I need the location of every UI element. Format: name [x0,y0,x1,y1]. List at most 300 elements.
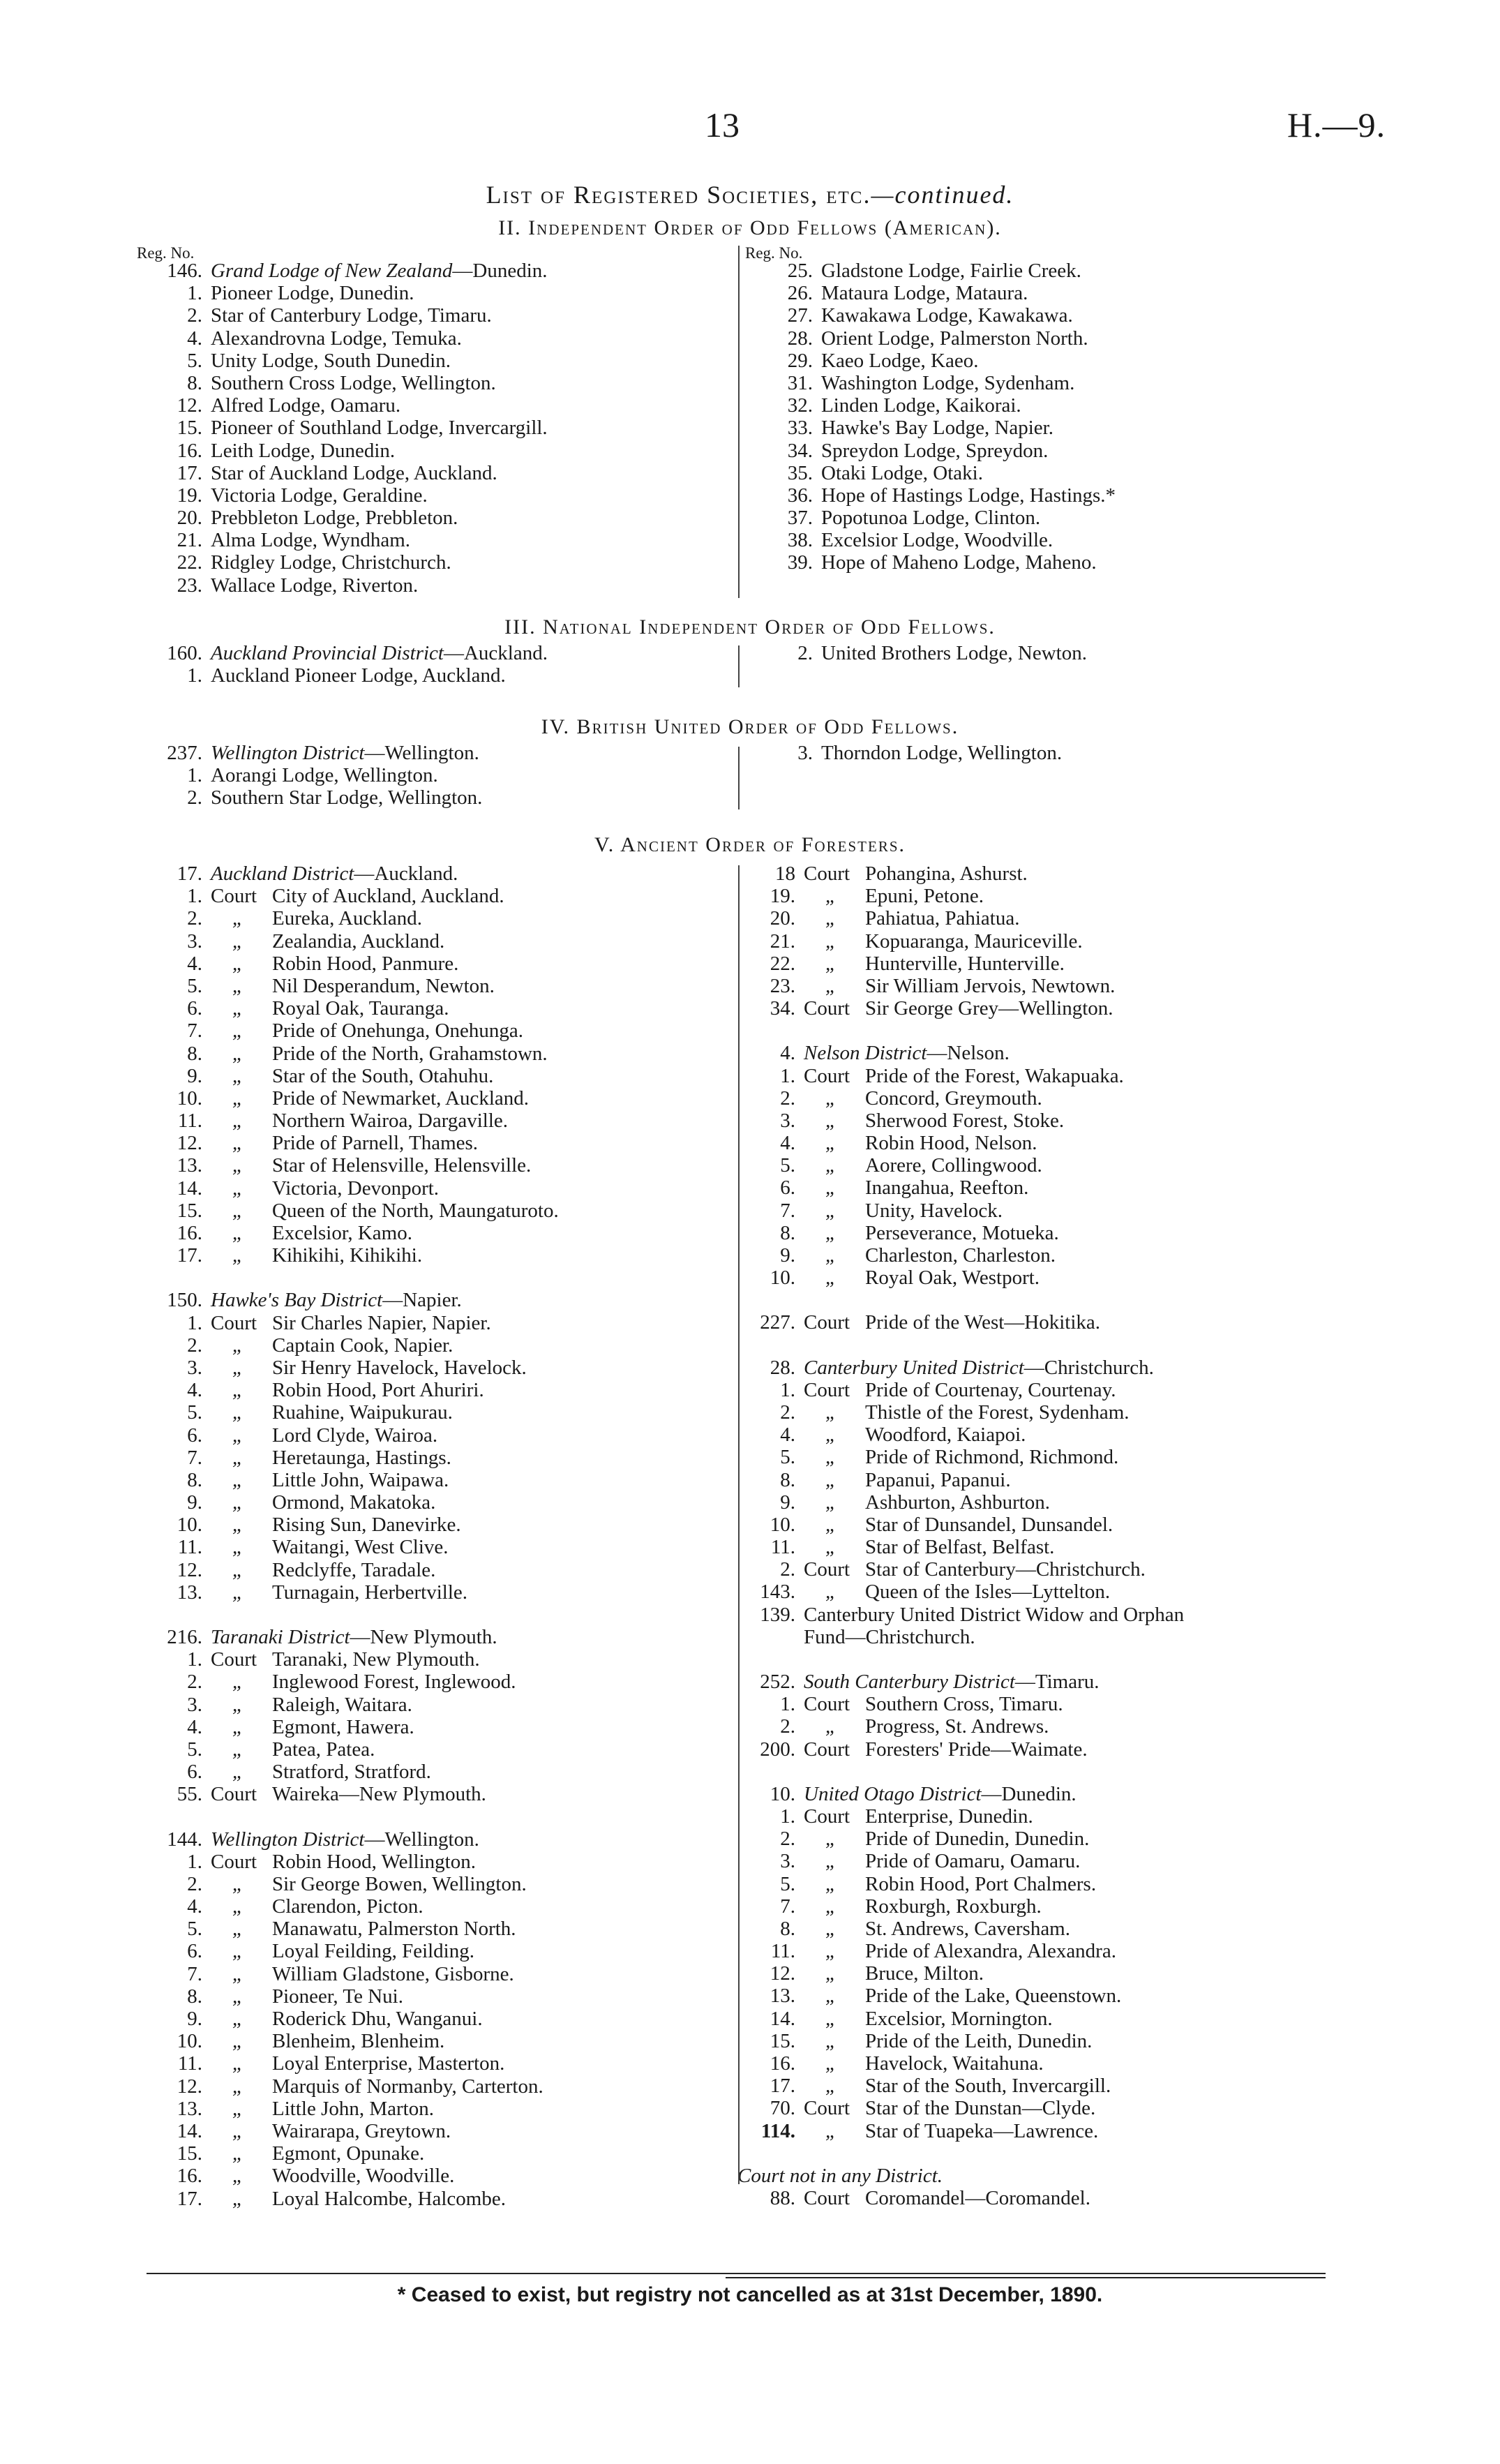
section-heading-ii: II. Independent Order of Odd Fellows (American). [498,216,1002,239]
reg-number: 5. [187,1738,202,1761]
column-divider [738,747,740,809]
ditto-mark: „ [232,1940,244,1963]
reg-number: 2. [780,1087,795,1110]
entry-text: Canterbury United District Widow and Orphan [804,1603,1185,1626]
title-continued: —continued. [871,181,1014,209]
entry-text: Hope of Maheno Lodge, Maheno. [821,551,1097,574]
entry-text: Royal Oak, Tauranga. [272,997,449,1020]
entry-spacer [729,1761,1184,1783]
reg-number: 9. [187,2008,202,2030]
entry-text: Leith Lodge, Dunedin. [211,439,396,462]
entry-row [747,529,1116,551]
entry-heading [729,1042,1184,1064]
reg-number: 39. [787,551,813,574]
ditto-mark: „ [232,2119,244,2142]
reg-number: 2. [187,304,202,327]
entry-row [729,1962,1184,1985]
district-name: Nelson District [804,1042,927,1065]
entry-row [729,2052,1184,2075]
entry-text: Star of the Dunstan—Clyde. [865,2097,1096,2120]
entry-row [136,664,548,687]
entry-text: Little John, Waipawa. [272,1468,449,1491]
reg-number: 227. [760,1311,795,1334]
reg-number: 16. [177,439,202,462]
entry-row [136,2188,559,2210]
district-location: —Dunedin. [981,1782,1077,1805]
reg-number: 23. [770,974,795,997]
reg-number: 9. [780,1491,795,1514]
entry-text: Pride of Richmond, Richmond. [865,1446,1119,1469]
reg-number: 55. [177,1783,202,1806]
ditto-mark: „ [232,1895,244,1918]
reg-number: 19. [177,484,202,507]
district-name: Grand Lodge of New Zealand [211,260,453,282]
entry-row [136,2008,559,2030]
ditto-mark: „ [232,929,244,953]
district-name: Court not in any District. [737,2164,943,2187]
entry-text: Heretaunga, Hastings. [272,1446,451,1469]
column-divider [738,645,740,687]
ditto-mark: „ [232,1468,244,1491]
entry-row [136,372,548,394]
ditto-mark: „ [232,1379,244,1402]
entry-row [747,327,1116,350]
entry-row [729,907,1184,929]
entry-text: Pride of the Lake, Queenstown. [865,1985,1122,2008]
entry-text: Sherwood Forest, Stoke. [865,1109,1065,1132]
entry-text: Coromandel—Coromandel. [865,2186,1090,2209]
entry-text: Ruahine, Waipukurau. [272,1401,453,1424]
district-name: Wellington District [211,1828,365,1851]
entry-text: Robin Hood, Nelson. [865,1132,1037,1155]
entry-row [136,1963,559,1985]
entry-row [136,1895,559,1918]
entry-text: Star of Canterbury Lodge, Timaru. [211,304,492,327]
entry-text: Spreydon Lodge, Spreydon. [821,439,1049,462]
entry-text: Star of Canterbury—Christchurch. [865,1558,1146,1581]
entry-text: Southern Star Lodge, Wellington. [211,786,483,809]
footnote: * Ceased to exist, but registry not cancelled as at 31st December, 1890. [397,2283,1103,2306]
entry-text: Captain Cook, Napier. [272,1334,453,1357]
entry-row [747,642,1087,664]
reg-number: 34. [770,997,795,1020]
reg-number: 5. [780,1154,795,1177]
entry-row [747,350,1116,372]
ditto-mark: „ [825,907,837,930]
entry-text: Pride of the West—Hokitika. [865,1311,1101,1334]
reg-number: 11. [177,1536,202,1559]
entry-text: Nil Desperandum, Newton. [272,974,495,997]
entry-row [729,1244,1184,1267]
entry-row [747,742,1062,764]
entry-row [729,885,1184,907]
entry-text: Fund—Christchurch. [804,1625,975,1648]
entry-row [729,1379,1184,1401]
ditto-mark: „ [232,1715,244,1738]
entry-text: Royal Oak, Westport. [865,1267,1040,1290]
court-prefix: Court [804,1805,850,1828]
entry-text: Sir George Bowen, Wellington. [272,1872,527,1895]
reg-number: 4. [780,1132,795,1155]
entry-row [136,1222,559,1244]
entry-text: Zealandia, Auckland. [272,929,445,953]
entry-row [136,1020,559,1042]
reg-number: 7. [187,1020,202,1043]
ditto-mark: „ [232,1536,244,1559]
reg-number: 21. [177,529,202,552]
entry-row [729,1850,1184,1872]
court-prefix: Court [804,863,850,885]
ditto-mark: „ [232,1558,244,1581]
entry-row [136,462,548,484]
reg-number: 12. [177,394,202,417]
entry-text: Wairarapa, Greytown. [272,2119,451,2142]
entry-text: Excelsior Lodge, Woodville. [821,529,1053,552]
reg-number: 19. [770,885,795,908]
page-number: 13 [705,105,740,144]
entry-text: Excelsior, Mornington. [865,2007,1053,2030]
ditto-mark: „ [232,2052,244,2075]
reg-number: 11. [177,1110,202,1133]
entry-heading [729,1626,1184,1648]
entry-spacer [729,1289,1184,1311]
column-divider [738,246,740,598]
entry-text: Southern Cross, Timaru. [865,1693,1063,1716]
entry-text: Inglewood Forest, Inglewood. [272,1671,516,1694]
ditto-mark: „ [232,1446,244,1469]
entry-row [136,1648,559,1671]
entry-row [136,1379,559,1401]
reg-number: 237. [167,742,202,764]
entry-row [747,417,1116,439]
entry-row [136,1312,559,1334]
entry-row [136,417,548,439]
entry-row [136,885,559,907]
reg-number: 12. [177,1558,202,1581]
ditto-mark: „ [232,1334,244,1357]
entry-text: Waireka—New Plymouth. [272,1783,486,1806]
entry-text: Mataura Lodge, Mataura. [821,282,1028,305]
ditto-mark: „ [825,1401,837,1424]
entry-text: Star of Dunsandel, Dunsandel. [865,1513,1113,1536]
entry-text: Pride of Onehunga, Onehunga. [272,1020,523,1043]
reg-number: 21. [770,929,795,953]
reg-number: 2. [780,1715,795,1738]
entry-text: Star of the South, Invercargill. [865,2075,1111,2098]
ditto-mark: „ [825,1132,837,1155]
entry-row [136,1132,559,1154]
reg-number: 10. [770,1782,795,1805]
entry-row [136,2142,559,2165]
entry-text: Pride of Dunedin, Dunedin. [865,1828,1090,1851]
reg-number: 3. [780,1109,795,1132]
entry-row [136,1043,559,1065]
entry-text: Redclyffe, Taradale. [272,1558,436,1581]
entry-text: Pioneer of Southland Lodge, Invercargill. [211,417,548,440]
entry-text: Manawatu, Palmerston North. [272,1918,516,1941]
reg-number: 16. [177,2165,202,2188]
entry-spacer [136,1267,559,1289]
ditto-mark: „ [232,2187,244,2210]
footnote-rule-short [726,2277,1326,2278]
ditto-mark: „ [232,1671,244,1694]
entry-text: Progress, St. Andrews. [865,1715,1049,1738]
reg-number: 8. [187,1042,202,1065]
entry-spacer [729,1334,1184,1357]
entry-text: Pride of the Forest, Wakapuaka. [865,1064,1124,1087]
entry-text: Alexandrovna Lodge, Temuka. [211,327,462,350]
entry-text: Kawakawa Lodge, Kawakawa. [821,304,1073,327]
entry-heading [136,1626,559,1648]
reg-number: 6. [187,1424,202,1447]
entry-text: Concord, Greymouth. [865,1087,1042,1110]
ditto-mark: „ [232,2008,244,2030]
ditto-mark: „ [232,1918,244,1941]
section-ii-left-column [136,260,548,597]
entry-text: Southern Cross Lodge, Wellington. [211,371,496,394]
ditto-mark: „ [825,1154,837,1177]
entry-text: Charleston, Charleston. [865,1244,1056,1267]
reg-number: 4. [187,1895,202,1918]
entry-row [136,484,548,507]
district-name: United Otago District [804,1782,982,1805]
entry-row [729,1424,1184,1446]
reg-number: 10. [177,1514,202,1537]
ditto-mark: „ [825,1424,837,1447]
reg-number: 14. [177,2119,202,2142]
ditto-mark: „ [232,1581,244,1604]
entry-row [136,551,548,574]
section-heading-iii: III. National Independent Order of Odd Fellows. [504,615,996,639]
reg-number: 26. [787,282,813,305]
entry-row [136,507,548,529]
ditto-mark: „ [825,1895,837,1918]
entry-row [729,1985,1184,2007]
entry-row [136,953,559,975]
court-prefix: Court [804,1693,850,1716]
reg-number: 9. [780,1244,795,1267]
entry-text: Alfred Lodge, Oamaru. [211,394,401,417]
entry-text: Raleigh, Waitara. [272,1693,412,1716]
entry-text: Ashburton, Ashburton. [865,1491,1051,1514]
entry-row [136,1469,559,1491]
reg-number: 20. [770,907,795,930]
entry-heading [729,1558,1184,1581]
reg-number: 2. [187,1872,202,1895]
entry-row [729,953,1184,975]
section-heading-v: V. Ancient Order of Foresters. [594,833,906,856]
reg-number: 11. [770,1940,795,1963]
district-location: —Christchurch. [1023,1356,1154,1379]
ditto-mark: „ [232,952,244,975]
entry-heading [136,260,548,282]
ditto-mark: „ [825,2052,837,2075]
entry-heading [729,1671,1184,1693]
entry-text: Lord Clyde, Wairoa. [272,1424,438,1447]
entry-row [729,1154,1184,1177]
ditto-mark: „ [825,1109,837,1132]
reg-number: 28. [770,1356,795,1379]
reg-number: 144. [167,1828,202,1851]
reg-number: 252. [760,1671,795,1693]
entry-row [136,1694,559,1716]
district-name: Wellington District [211,742,365,764]
entry-text: Patea, Patea. [272,1738,375,1761]
reg-number: 13. [177,2097,202,2120]
reg-no-label-left: Reg. No. [137,244,195,262]
reg-number: 15. [177,1199,202,1222]
reg-number: 1. [187,282,202,305]
entry-row [747,282,1116,304]
reg-number: 3. [780,1850,795,1873]
reg-number: 3. [187,929,202,953]
ditto-mark: „ [232,907,244,930]
ditto-mark: „ [825,1985,837,2008]
entry-row [136,1447,559,1469]
page-title [0,180,1500,209]
entry-text: Star of the South, Otahuhu. [272,1064,494,1087]
reg-no-label-right: Reg. No. [745,244,803,262]
ditto-mark: „ [825,1244,837,1267]
entry-text: Kihikihi, Kihikihi. [272,1244,423,1267]
ditto-mark: „ [232,2030,244,2053]
reg-number: 139. [760,1603,795,1626]
reg-number: 17. [177,1244,202,1267]
ditto-mark: „ [825,1872,837,1895]
court-prefix: Court [211,1648,257,1671]
entry-text: Northern Wairoa, Dargaville. [272,1110,509,1133]
entry-text: Sir Henry Havelock, Havelock. [272,1356,527,1379]
court-prefix: Court [804,2186,850,2209]
entry-row [729,1110,1184,1132]
ditto-mark: „ [825,952,837,975]
entry-row [729,1715,1184,1738]
ditto-mark: „ [825,1221,837,1244]
entry-text: Bruce, Milton. [865,1962,984,1985]
entry-row [136,997,559,1020]
reg-number: 15. [177,417,202,440]
entry-text: Thorndon Lodge, Wellington. [821,742,1063,764]
entry-row [729,1895,1184,1918]
entry-row [136,1244,559,1267]
entry-row [747,507,1116,529]
district-name: Taranaki District [211,1626,350,1648]
entry-text: Star of Helensville, Helensville. [272,1154,532,1177]
reg-number: 4. [187,327,202,350]
reg-number: 32. [787,394,813,417]
reg-number: 12. [177,2075,202,2098]
reg-number: 1. [187,885,202,908]
ditto-mark: „ [825,1828,837,1851]
reg-number: 17. [177,2187,202,2210]
reg-number: 10. [770,1267,795,1290]
entry-text: Victoria Lodge, Geraldine. [211,484,428,507]
entry-heading [136,742,482,764]
reg-number: 114. [760,2119,795,2142]
court-prefix: Court [211,885,257,908]
ditto-mark: „ [825,2119,837,2142]
document-reference: H.—9. [1287,105,1386,144]
court-prefix: Court [804,1311,850,1334]
entry-row [136,2075,559,2098]
reg-number: 143. [760,1581,795,1604]
entry-text: Aorangi Lodge, Wellington. [211,764,438,787]
entry-heading [136,1828,559,1851]
entry-heading [729,1311,1184,1334]
entry-row [729,1267,1184,1289]
ditto-mark: „ [232,1154,244,1177]
entry-row [136,1940,559,1962]
entry-row [747,484,1116,507]
reg-number: 38. [787,529,813,552]
entry-row [136,1559,559,1581]
entry-text: Kopuaranga, Mauriceville. [865,929,1083,953]
ditto-mark: „ [825,1581,837,1604]
reg-number: 22. [177,551,202,574]
entry-spacer [729,2142,1184,2165]
entry-row [136,1087,559,1110]
entry-row [136,1536,559,1558]
reg-number: 1. [780,1805,795,1828]
entry-text: Havelock, Waitahuna. [865,2052,1044,2075]
reg-number: 146. [167,260,202,282]
reg-number: 13. [177,1154,202,1177]
entry-text: Pride of Newmarket, Auckland. [272,1087,530,1110]
reg-number: 1. [780,1064,795,1087]
ditto-mark: „ [825,1199,837,1222]
ditto-mark: „ [825,1446,837,1469]
ditto-mark: „ [232,1514,244,1537]
entry-text: Blenheim, Blenheim. [272,2030,445,2053]
entry-text: Roxburgh, Roxburgh. [865,1895,1042,1918]
section-v-right-column [729,863,1184,2209]
entry-text: Waitangi, West Clive. [272,1536,449,1559]
reg-number: 13. [177,1581,202,1604]
entry-row [136,1873,559,1895]
ditto-mark: „ [825,1491,837,1514]
reg-number: 1. [780,1378,795,1401]
entry-heading [729,1581,1184,1603]
reg-number: 6. [780,1177,795,1200]
reg-number: 2. [187,1671,202,1694]
entry-heading [136,1783,559,1805]
entry-text: Sir George Grey—Wellington. [865,997,1113,1020]
reg-number: 1. [187,1648,202,1671]
reg-number: 216. [167,1626,202,1648]
reg-number: 28. [787,327,813,350]
entry-text: Epuni, Petone. [865,885,984,908]
entry-row [747,394,1116,417]
entry-row [729,1200,1184,1222]
court-prefix: Court [804,1558,850,1581]
entry-text: Inangahua, Reefton. [865,1177,1029,1200]
reg-number: 3. [797,742,813,764]
ditto-mark: „ [232,1872,244,1895]
court-prefix: Court [804,1738,850,1761]
entry-row [136,1851,559,1873]
entry-row [136,1918,559,1940]
entry-text: Aorere, Collingwood. [865,1154,1042,1177]
ditto-mark: „ [232,1020,244,1043]
court-prefix: Court [211,1850,257,1873]
reg-number: 17. [770,2075,795,2098]
entry-text: Pride of the Leith, Dunedin. [865,2029,1093,2052]
entry-row [729,1873,1184,1895]
entry-heading [729,2097,1184,2119]
ditto-mark: „ [232,1199,244,1222]
reg-number: 18 [775,863,795,885]
entry-heading [729,1604,1184,1626]
